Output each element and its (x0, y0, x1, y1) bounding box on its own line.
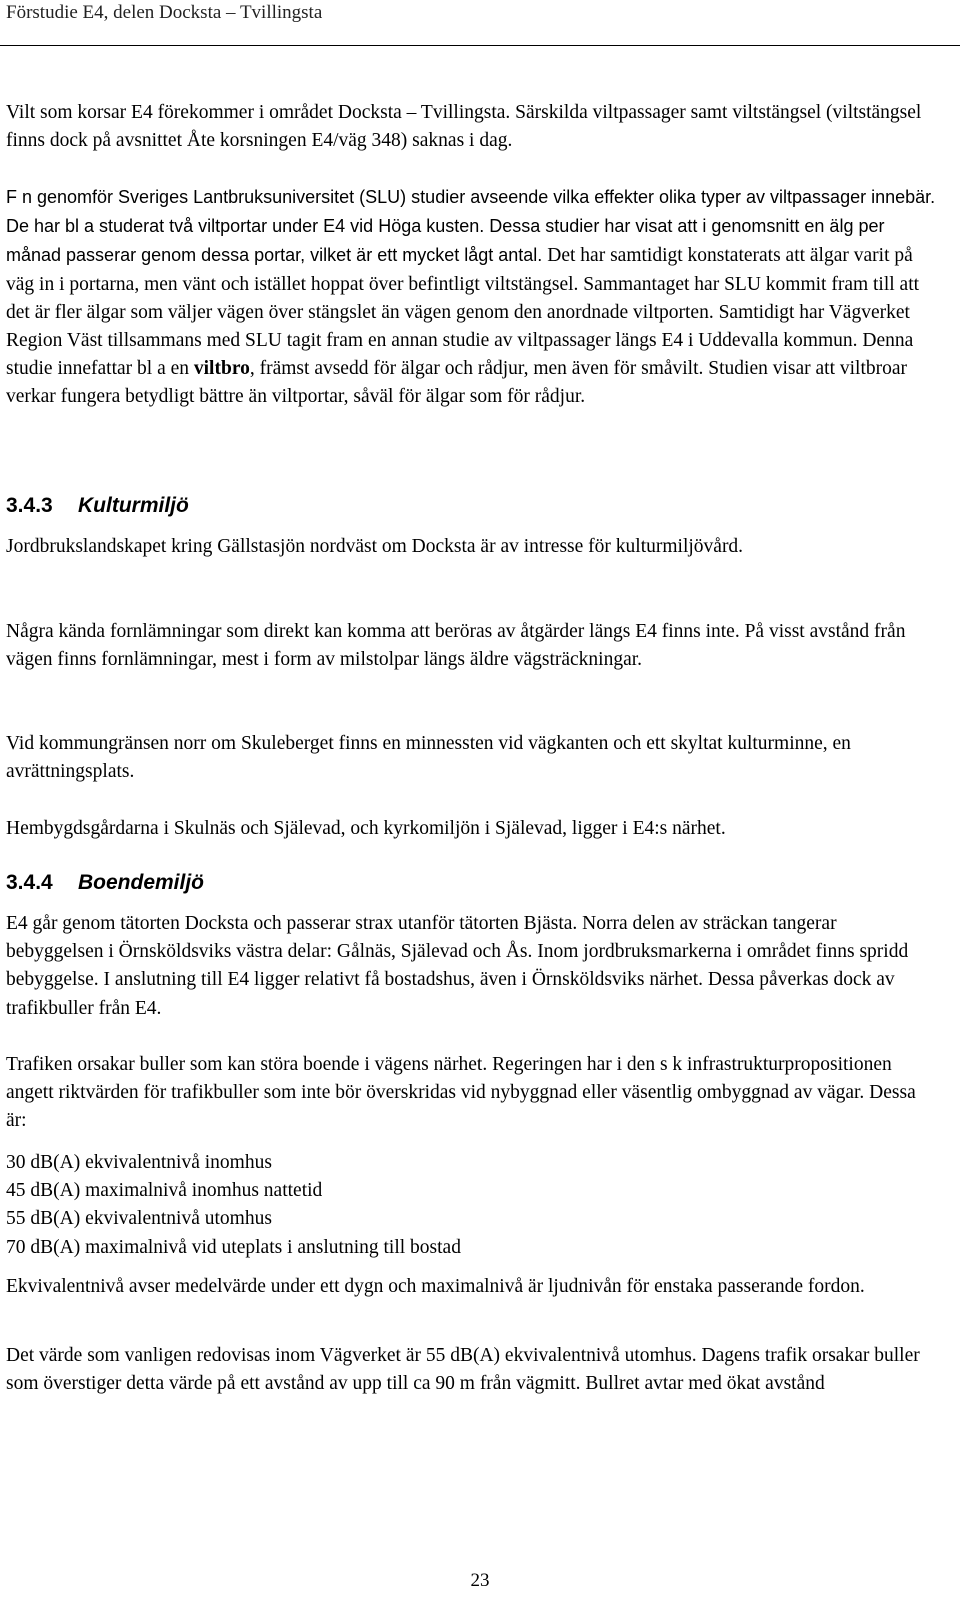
section-number: 3.4.3 (6, 494, 53, 517)
paragraph-e4-tatorter: E4 går genom tätorten Docksta och passerar strax utanför tätorten Bjästa. Norra delen av sträckan tangerar bebyggelsen i Örnsköldsviks västra delar: Gålnäs, Själevad och Ås. Inom jordbruksmarkerna i området finns spridd bebyggelse. I anslutning till E4 ligger relativt få bostadshus, även i Örnsköldsviks närhet. Dessa påverkas dock av trafikbuller från E4. (6, 913, 909, 1019)
paragraph-vilt: Vilt som korsar E4 förekommer i området Docksta – Tvillingsta. Särskilda viltpassager samt viltstängsel (viltstängsel finns dock på avsnittet Åte korsningen E4/väg 348) saknas i dag. (6, 102, 922, 152)
paragraph-trafikbuller: Trafiken orsakar buller som kan störa boende i vägens närhet. Regeringen har i den s k infrastrukturpropositionen angett riktvärden för trafikbuller som inte bör överskridas vid nybyggnad eller väsentlig ombyggnad av vägar. Dessa är: (6, 1054, 916, 1132)
slu-viltportar-text: De har bl a studerat två viltportar under E4 vid Höga kusten. (6, 216, 490, 237)
viltbro-conclusion-text: , främst avsedd för älgar och rådjur, men även för småvilt. Studien visar att viltbroar verkar fungera betydligt bättre än viltportar, såväl för älgar som för rådjur. (6, 358, 908, 408)
uddevalla-study-text: Samtidigt har Vägverket Region Väst tillsammans med SLU tagit fram en annan studie av viltpassager längs E4 i Uddevalla kommun. Denna studie innefattar bl a en (6, 301, 914, 380)
page-number: 23 (470, 1570, 490, 1591)
slu-summary-text: Sammantaget har SLU kommit fram till att det är fler älgar som väljer vägen över stängslet än vägen genom den anordnade viltporten. (6, 273, 920, 323)
header-rule (0, 45, 960, 46)
paragraph-minnessten: Vid kommungränsen norr om Skuleberget finns en minnessten vid vägkanten och ett skyltat kulturminne, en avrättningsplats. (6, 733, 851, 783)
noise-limits-list (6, 1149, 936, 1262)
running-header: Förstudie E4, delen Docksta – Tvillingsta (6, 2, 323, 23)
paragraph-jordbruk: Jordbrukslandskapet kring Gällstasjön nordväst om Docksta är av intresse för kulturmiljövård. (6, 536, 744, 557)
section-title: Kulturmiljö (78, 494, 189, 517)
list-item: 55 dB(A) ekvivalentnivå utomhus (6, 1208, 272, 1230)
paragraph-slu (6, 183, 936, 412)
slu-result-text: Dessa studier har visat att i genomsnitt en älg per månad passerar genom dessa portar, vilket är ett mycket lågt antal. (6, 216, 885, 266)
list-item: 70 dB(A) maximalnivå vid uteplats i anslutning till bostad (6, 1236, 461, 1258)
paragraph-fornlamningar: Några kända fornlämningar som direkt kan komma att beröras av åtgärder längs E4 finns inte. På visst avstånd från vägen finns fornlämningar, mest i form av milstolpar längs äldre vägsträckningar. (6, 621, 906, 671)
viltbro-term: viltbro (193, 358, 250, 380)
section-number: 3.4.4 (6, 871, 53, 894)
slu-intro-text: F n genomför Sveriges Lantbruksuniversitet (SLU) studier avseende vilka effekter olika typer av viltpassager innebär. (6, 187, 936, 207)
list-item: 45 dB(A) maximalnivå inomhus nattetid (6, 1180, 323, 1202)
paragraph-vardet: Det värde som vanligen redovisas inom Vägverket är 55 dB(A) ekvivalentnivå utomhus. Dagens trafik orsakar buller som överstiger detta värde på ett avstånd av upp till ca 90 m från vägmitt. Bullret avtar med ökat avstånd (6, 1345, 920, 1395)
paragraph-hembygdsgardar: Hembygdsgårdarna i Skulnäs och Själevad, och kyrkomiljön i Själevad, ligger i E4:s närhet. (6, 818, 726, 839)
section-heading-boendemiljo (6, 869, 204, 897)
section-title: Boendemiljö (78, 871, 205, 894)
section-heading-kulturmiljo (6, 492, 189, 520)
list-item: 30 dB(A) ekvivalentnivå inomhus (6, 1152, 272, 1173)
slu-observation-text: Det har samtidigt konstaterats att älgar varit på väg in i portarna, men vänt och istället hoppat över befintligt viltstängsel. (6, 245, 913, 295)
paragraph-ekvivalentniva: Ekvivalentnivå avser medelvärde under ett dygn och maximalnivå är ljudnivån för enstaka passerande fordon. (6, 1276, 865, 1297)
